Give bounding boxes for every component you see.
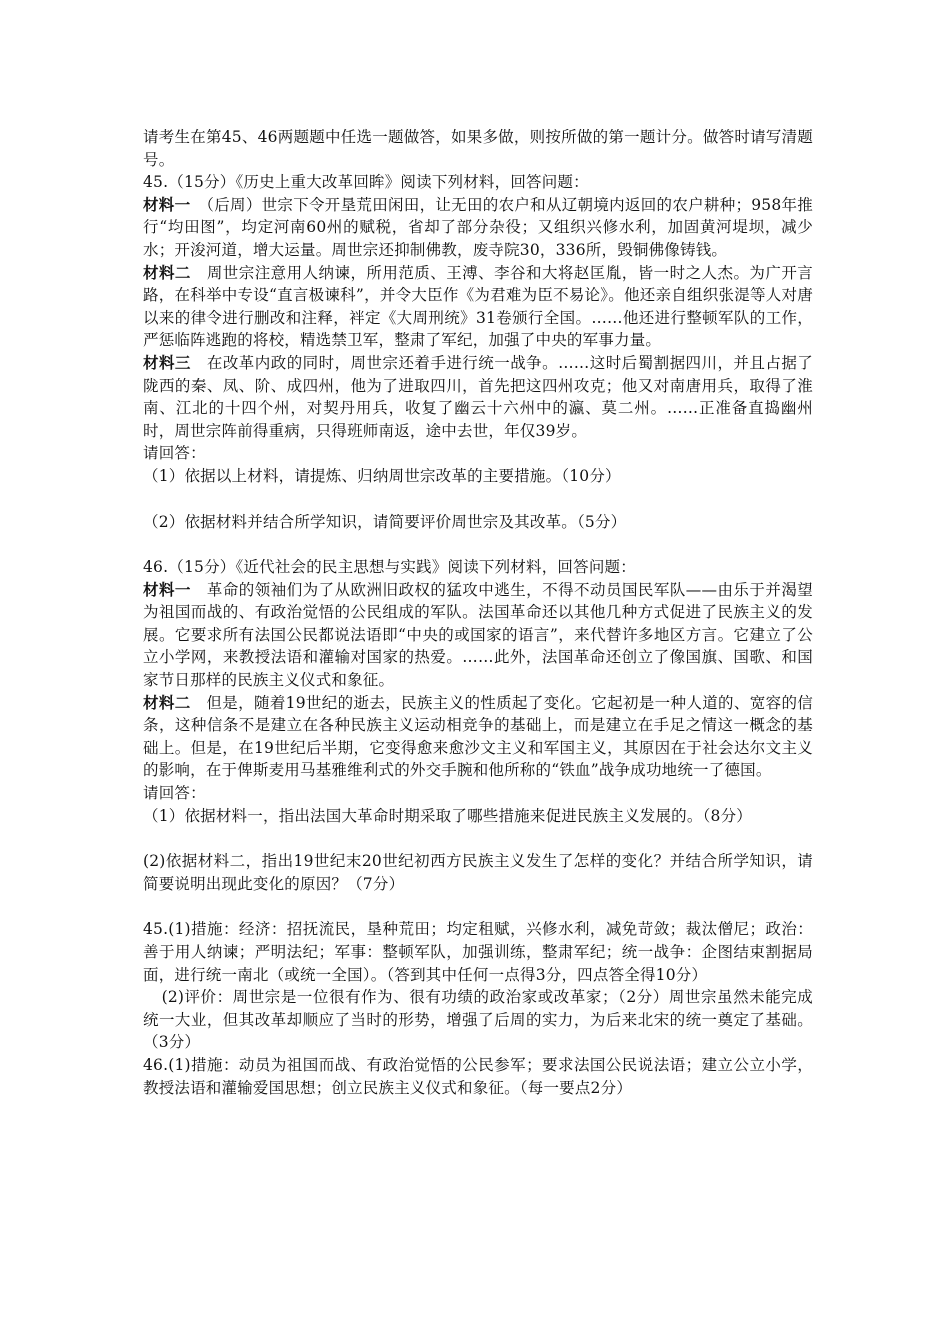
- q45-header: 45.（15分）《历史上重大改革回眸》阅读下列材料，回答问题：: [143, 173, 589, 192]
- material-text: （后周）世宗下令开垦荒田闲田，让无田的农户和从辽朝境内返回的农户耕种；958年推行“均田图”，均定河南60州的赋税，省却了部分杂役；又组织兴修水利，加固黄河堤坝，减少水；开浚河道，增大运量。周世宗还抑制佛教，废寺院30，336所，毁铜佛像铸钱。: [143, 195, 813, 259]
- material-text: 革命的领袖们为了从欧洲旧政权的猛攻中逃生，不得不动员国民军队——由乐于并渴望为祖国而战的、有政治觉悟的公民组成的军队。法国革命还以其他几种方式促进了民族主义的发展。它要求所有法国公民都说法语即“中央的或国家的语言”，来代替许多地区方言。它建立了公立小学网，来教授法语和灌输对国家的热爱。……此外，法国革命还创立了像国旗、国歌、和国家节日那样的民族主义仪式和象征。: [143, 580, 813, 690]
- answer-45-1: 45.(1)措施：经济：招抚流民，垦种荒田；均定租赋，兴修水利，减免苛敛；裁汰僧尼；政治：善于用人纳谏；严明法纪；军事：整顿军队，加强训练，整肃军纪；统一战争：企图结束割据局面，进行统一南北（或统一全国）。（答到其中任何一点得3分，四点答全得10分）: [143, 920, 813, 984]
- material-text: 在改革内政的同时，周世宗还着手进行统一战争。……这时后蜀割据四川，并且占据了陇西的秦、凤、阶、成四州，他为了进取四川，首先把这四州攻克；他又对南唐用兵，取得了淮南、江北的十四个州，对契丹用兵，收复了幽云十六州中的瀛、莫二州。……正准备直捣幽州时，周世宗阵前得重病，只得班师南返，途中去世，年仅39岁。: [143, 353, 813, 440]
- q45-answer-prompt: 请回答：: [143, 444, 206, 463]
- q46-material-1: [143, 579, 813, 692]
- answer-46-1: 46.(1)措施：动员为祖国而战、有政治觉悟的公民参军；要求法国公民说法语；建立公立小学，教授法语和灌输爱国思想；创立民族主义仪式和象征。（每一要点2分）: [143, 1055, 813, 1097]
- q46-question-2: (2)依据材料二，指出19世纪末20世纪初西方民族主义发生了怎样的变化？并结合所学知识，请简要说明出现此变化的原因？（7分）: [143, 852, 813, 893]
- q46-header: 46.（15分）《近代社会的民主思想与实践》阅读下列材料，回答问题：: [143, 558, 636, 577]
- material-text: 但是，随着19世纪的逝去，民族主义的性质起了变化。它起初是一种人道的、宽容的信条，这种信条不是建立在各种民族主义运动相竞争的基础上，而是建立在手足之情这一概念的基础上。但是，在19世纪后半期，它变得愈来愈沙文主义和军国主义，其原因在于社会达尔文主义的影响，在于俾斯麦用马基雅维利式的外交手腕和他所称的“铁血”战争成功地统一了德国。: [143, 693, 813, 780]
- q45-material-1: [143, 194, 813, 262]
- material-label: 材料三: [143, 352, 191, 372]
- answer-45-2: (2)评价：周世宗是一位很有作为、很有功绩的政治家或改革家；（2分）周世宗虽然未能完成统一大业，但其改革却顺应了当时的形势，增强了后周的实力，为后来北宋的统一奠定了基础。（3分）: [143, 988, 813, 1052]
- q45-material-3: [143, 352, 813, 442]
- q45-question-1: （1）依据以上材料，请提炼、归纳周世宗改革的主要措施。（10分）: [143, 466, 621, 485]
- material-label: 材料二: [143, 692, 191, 712]
- material-label: 材料二: [143, 262, 191, 282]
- document-page: [143, 126, 813, 1099]
- material-text: 周世宗注意用人纳谏，所用范质、王溥、李谷和大将赵匡胤，皆一时之人杰。为广开言路，在科举中专设“直言极谏科”，并令大臣作《为君难为臣不易论》。他还亲自组织张湜等人对唐以来的律令进行删改和注释，袢定《大周刑统》31卷颁行全国。……他还进行整顿军队的工作，严惩临阵逃跑的将校，精选禁卫军，整肃了军纪，加强了中央的军事力量。: [143, 263, 813, 350]
- q45-material-2: [143, 262, 813, 352]
- intro-text: 请考生在第45、46两题题中任选一题做答，如果多做，则按所做的第一题计分。做答时请写清题号。: [143, 128, 813, 169]
- q46-answer-prompt: 请回答：: [143, 784, 206, 803]
- q46-question-1: （1）依据材料一，指出法国大革命时期采取了哪些措施来促进民族主义发展的。（8分）: [143, 806, 752, 825]
- q45-question-2: （2）依据材料并结合所学知识，请简要评价周世宗及其改革。（5分）: [143, 512, 627, 531]
- material-label: 材料一: [143, 579, 191, 599]
- material-label: 材料一: [143, 194, 191, 214]
- q46-material-2: [143, 692, 813, 782]
